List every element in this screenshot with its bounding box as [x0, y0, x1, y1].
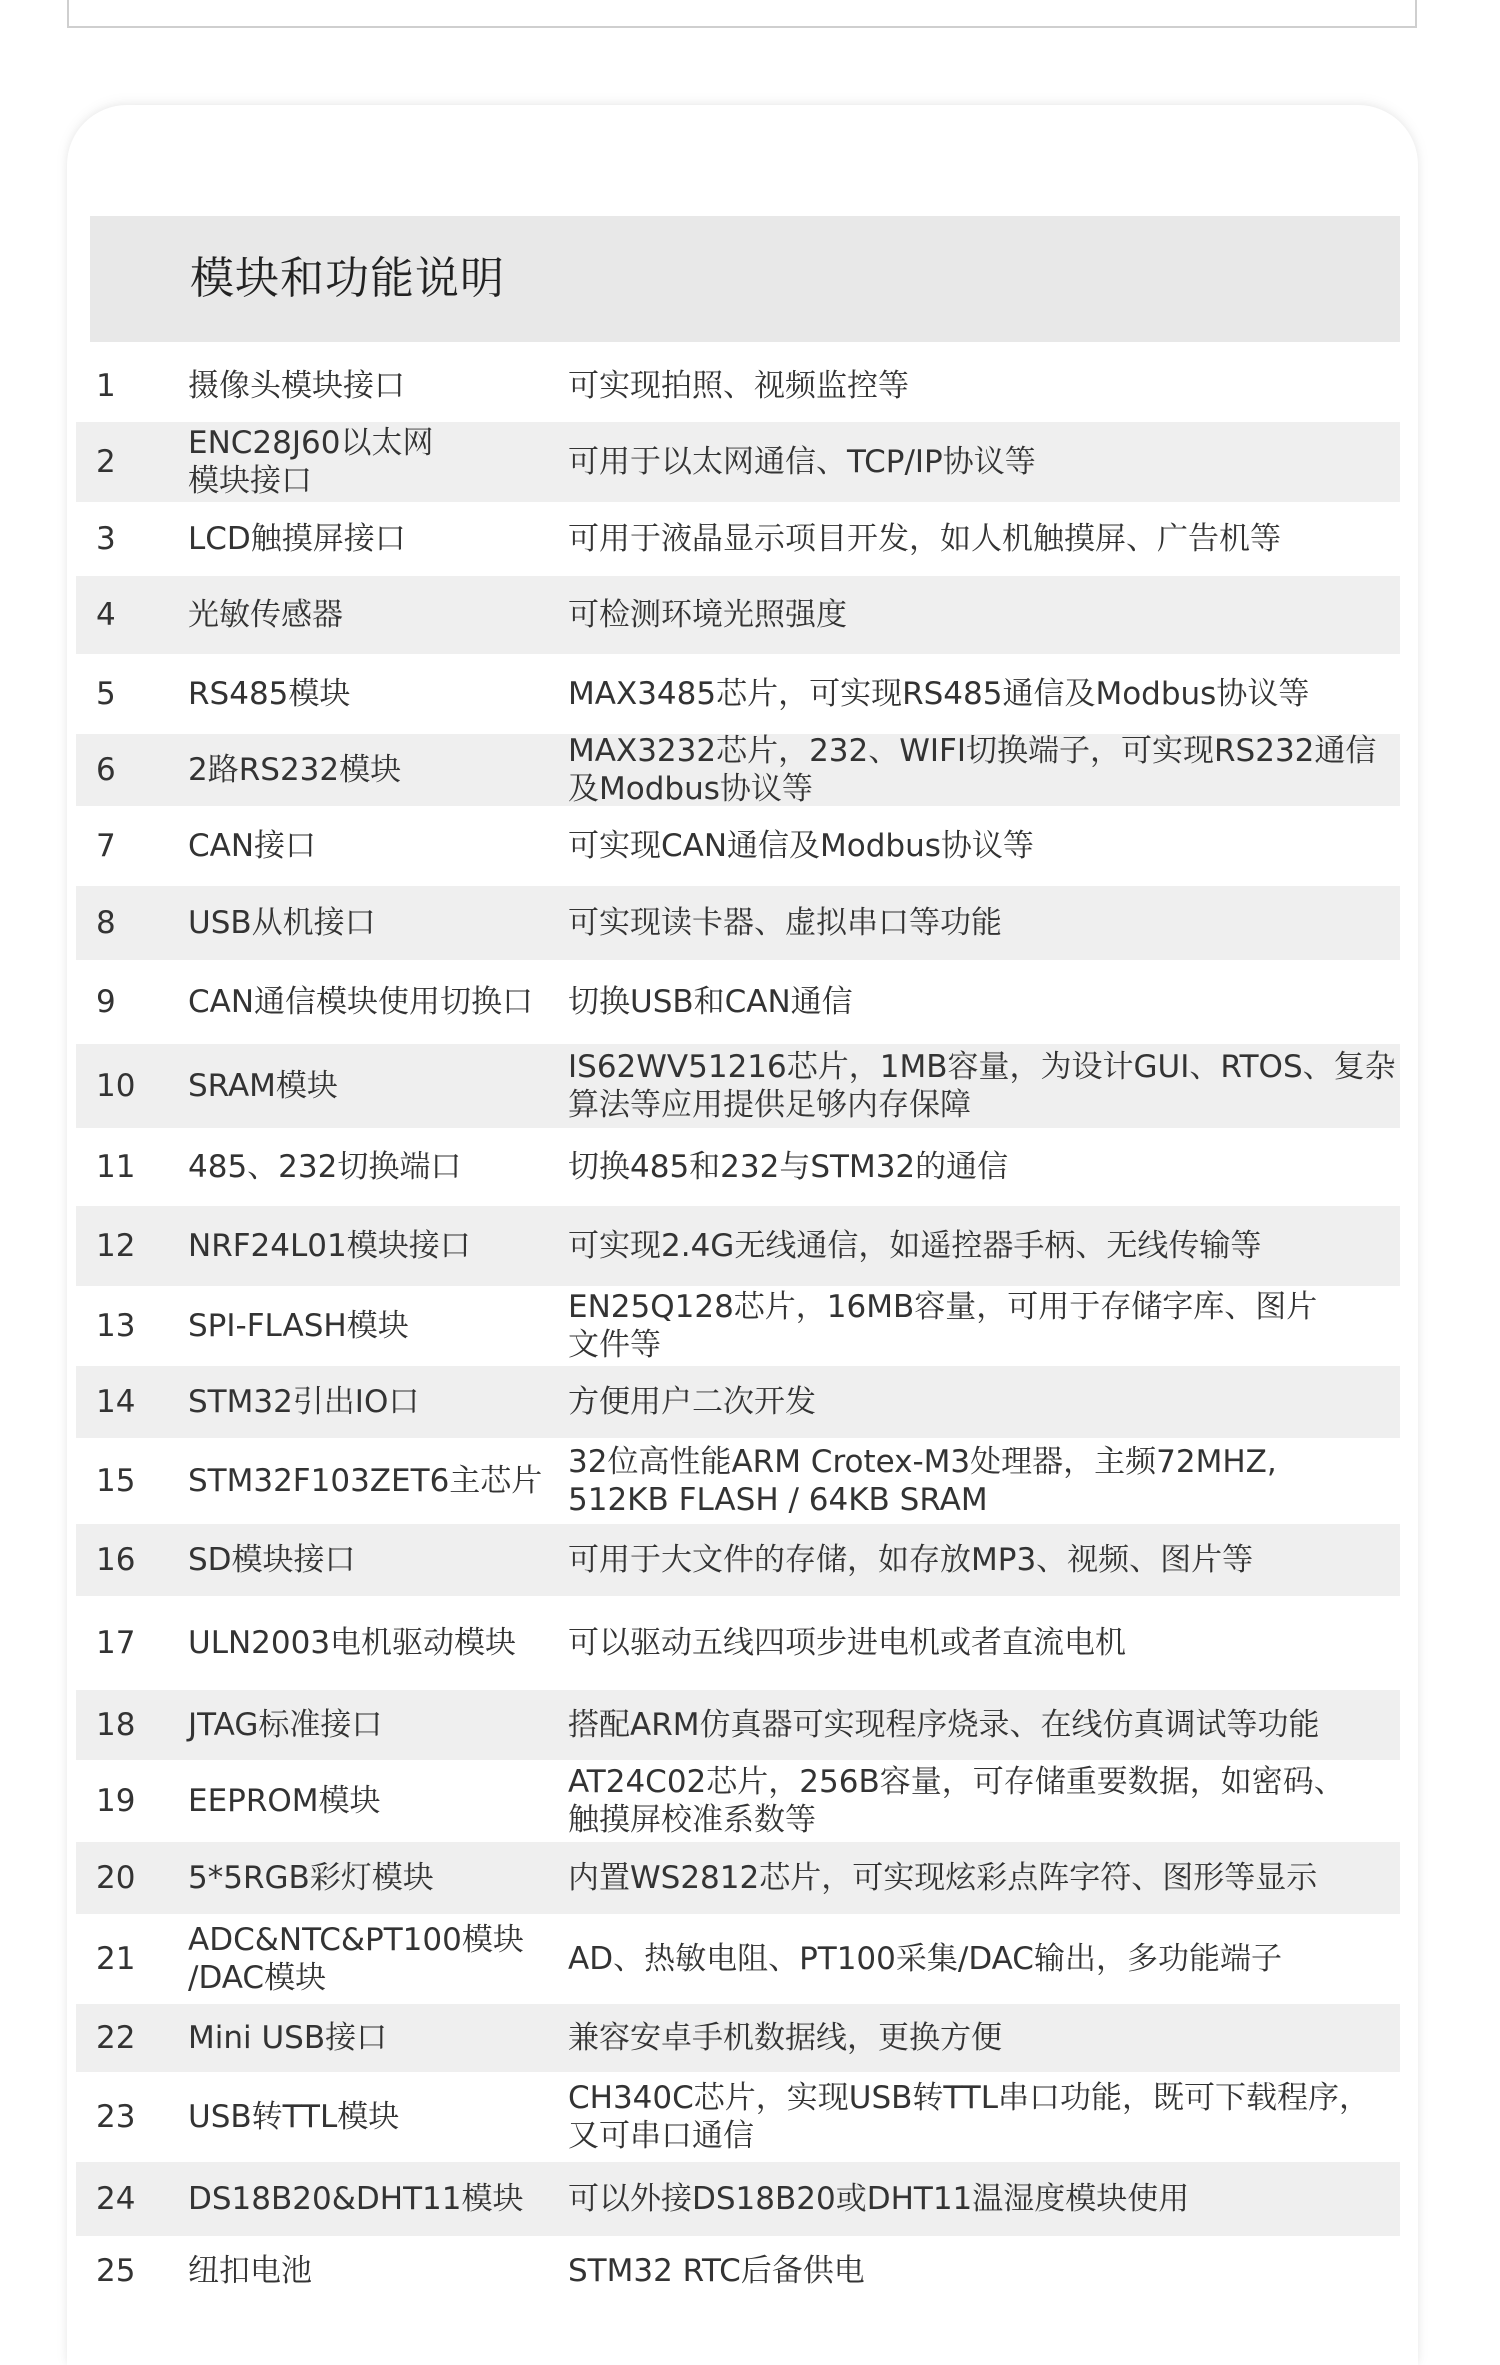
row-number-cell: [96, 1690, 166, 1760]
row-number: 5: [96, 676, 116, 712]
row-number: 23: [96, 2099, 136, 2135]
row-number-cell: [96, 1914, 166, 2004]
row-number: 13: [96, 1308, 136, 1344]
row-number: 21: [96, 1941, 136, 1977]
row-number: 8: [96, 905, 116, 941]
table-row: [76, 1286, 1400, 1366]
module-description-cell: [568, 2004, 1398, 2072]
module-description: 方便用户二次开发: [568, 1384, 816, 1420]
module-description: 32位高性能ARM Crotex-M3处理器，主频72MHZ, 512KB FLASH / 64KB SRAM: [568, 1444, 1277, 1518]
module-description-cell: [568, 502, 1398, 576]
row-number-cell: [96, 422, 166, 502]
module-name-cell: [188, 960, 568, 1044]
module-description-cell: [568, 422, 1398, 502]
module-description-cell: [568, 2162, 1398, 2236]
module-name-cell: [188, 1842, 568, 1914]
module-name: SPI-FLASH模块: [188, 1308, 409, 1344]
table-row: [76, 734, 1400, 806]
module-name-cell: [188, 886, 568, 960]
module-description-cell: [568, 734, 1398, 806]
row-number-cell: [96, 734, 166, 806]
module-name: 485、232切换端口: [188, 1149, 462, 1185]
table-row: [76, 806, 1400, 886]
table-row: [76, 1438, 1400, 1524]
row-number: 17: [96, 1625, 136, 1661]
row-number-cell: [96, 1044, 166, 1128]
table-row: [76, 502, 1400, 576]
table-header: [90, 216, 1400, 342]
row-number: 12: [96, 1228, 136, 1264]
module-name: EEPROM模块: [188, 1783, 381, 1819]
row-number-cell: [96, 2236, 166, 2306]
module-description-cell: [568, 886, 1398, 960]
module-name-cell: [188, 734, 568, 806]
module-description-cell: [568, 1524, 1398, 1596]
module-name-cell: [188, 502, 568, 576]
module-name-cell: [188, 1128, 568, 1206]
module-name: STM32引出IO口: [188, 1384, 420, 1420]
row-number-cell: [96, 576, 166, 654]
row-number: 20: [96, 1860, 136, 1896]
row-number: 25: [96, 2253, 136, 2289]
table-row: [76, 1524, 1400, 1596]
row-number-cell: [96, 2162, 166, 2236]
module-name-cell: [188, 1366, 568, 1438]
module-description-cell: [568, 1914, 1398, 2004]
module-description: AD、热敏电阻、PT100采集/DAC输出，多功能端子: [568, 1941, 1282, 1977]
table-row: [76, 576, 1400, 654]
row-number-cell: [96, 350, 166, 422]
module-name-cell: [188, 1044, 568, 1128]
module-description: STM32 RTC后备供电: [568, 2253, 865, 2289]
module-description: 可实现读卡器、虚拟串口等功能: [568, 905, 1002, 941]
table-row: [76, 422, 1400, 502]
module-description-cell: [568, 2236, 1398, 2306]
module-description: 可实现拍照、视频监控等: [568, 368, 909, 404]
module-name-cell: [188, 2004, 568, 2072]
module-description-cell: [568, 654, 1398, 734]
module-description-cell: [568, 1438, 1398, 1524]
module-name-cell: [188, 576, 568, 654]
row-number-cell: [96, 1842, 166, 1914]
table-row: [76, 960, 1400, 1044]
module-name: USB从机接口: [188, 905, 376, 941]
table-row: [76, 2072, 1400, 2162]
row-number-cell: [96, 1438, 166, 1524]
module-description: MAX3485芯片，可实现RS485通信及Modbus协议等: [568, 676, 1310, 712]
module-name-cell: [188, 1914, 568, 2004]
table-row: [76, 1842, 1400, 1914]
module-description-cell: [568, 1286, 1398, 1366]
row-number: 2: [96, 444, 116, 480]
module-name-cell: [188, 1438, 568, 1524]
row-number-cell: [96, 2072, 166, 2162]
row-number-cell: [96, 1366, 166, 1438]
module-name: JTAG标准接口: [188, 1707, 383, 1743]
module-table: [76, 350, 1400, 2306]
module-description: 可检测环境光照强度: [568, 597, 847, 633]
module-name: ENC28J60以太网 模块接口: [188, 425, 434, 499]
table-row: [76, 1760, 1400, 1842]
table-row: [76, 2162, 1400, 2236]
module-description-cell: [568, 1842, 1398, 1914]
module-description: 可用于大文件的存储，如存放MP3、视频、图片等: [568, 1542, 1254, 1578]
module-description: 内置WS2812芯片，可实现炫彩点阵字符、图形等显示: [568, 1860, 1318, 1896]
table-row: [76, 1044, 1400, 1128]
row-number: 19: [96, 1783, 136, 1819]
module-name-cell: [188, 1690, 568, 1760]
row-number-cell: [96, 1760, 166, 1842]
module-description: 切换485和232与STM32的通信: [568, 1149, 1009, 1185]
row-number-cell: [96, 654, 166, 734]
table-row: [76, 1128, 1400, 1206]
table-row: [76, 1206, 1400, 1286]
row-number: 11: [96, 1149, 136, 1185]
module-description-cell: [568, 1044, 1398, 1128]
table-row: [76, 654, 1400, 734]
module-name: 摄像头模块接口: [188, 368, 405, 404]
module-description: CH340C芯片，实现USB转TTL串口功能，既可下载程序， 又可串口通信: [568, 2080, 1371, 2154]
module-name-cell: [188, 2162, 568, 2236]
row-number: 22: [96, 2020, 136, 2056]
module-description: 可以驱动五线四项步进电机或者直流电机: [568, 1625, 1126, 1661]
module-name: RS485模块: [188, 676, 351, 712]
module-description: 可实现CAN通信及Modbus协议等: [568, 828, 1034, 864]
table-row: [76, 1596, 1400, 1690]
module-description: IS62WV51216芯片，1MB容量，为设计GUI、RTOS、复杂 算法等应用提供足够内存保障: [568, 1049, 1396, 1123]
row-number: 6: [96, 752, 116, 788]
module-description-cell: [568, 1596, 1398, 1690]
row-number: 18: [96, 1707, 136, 1743]
module-name: ULN2003电机驱动模块: [188, 1625, 517, 1661]
row-number-cell: [96, 886, 166, 960]
module-name: Mini USB接口: [188, 2020, 388, 2056]
module-name: 5*5RGB彩灯模块: [188, 1860, 434, 1896]
module-description-cell: [568, 1206, 1398, 1286]
module-name: DS18B20&DHT11模块: [188, 2181, 524, 2217]
table-title: 模块和功能说明: [190, 253, 505, 304]
module-name-cell: [188, 350, 568, 422]
row-number: 7: [96, 828, 116, 864]
row-number-cell: [96, 960, 166, 1044]
module-description: 兼容安卓手机数据线，更换方便: [568, 2020, 1002, 2056]
module-description-cell: [568, 1366, 1398, 1438]
row-number: 1: [96, 368, 116, 404]
module-name-cell: [188, 2236, 568, 2306]
module-description: 可实现2.4G无线通信，如遥控器手柄、无线传输等: [568, 1228, 1262, 1264]
table-row: [76, 350, 1400, 422]
row-number-cell: [96, 1596, 166, 1690]
module-description-cell: [568, 960, 1398, 1044]
row-number-cell: [96, 1286, 166, 1366]
module-description-cell: [568, 1690, 1398, 1760]
module-name: NRF24L01模块接口: [188, 1228, 471, 1264]
module-name-cell: [188, 1524, 568, 1596]
module-description: 切换USB和CAN通信: [568, 984, 853, 1020]
module-name: USB转TTL模块: [188, 2099, 400, 2135]
row-number: 10: [96, 1068, 136, 1104]
row-number: 15: [96, 1463, 136, 1499]
row-number-cell: [96, 806, 166, 886]
table-row: [76, 1366, 1400, 1438]
module-name: 光敏传感器: [188, 597, 343, 633]
table-row: [76, 886, 1400, 960]
module-name: CAN接口: [188, 828, 317, 864]
row-number: 14: [96, 1384, 136, 1420]
module-name-cell: [188, 1760, 568, 1842]
module-description-cell: [568, 1760, 1398, 1842]
module-description-cell: [568, 1128, 1398, 1206]
module-description: 可用于液晶显示项目开发，如人机触摸屏、广告机等: [568, 521, 1281, 557]
row-number: 3: [96, 521, 116, 557]
table-row: [76, 1690, 1400, 1760]
row-number-cell: [96, 2004, 166, 2072]
module-name: ADC&NTC&PT100模块 /DAC模块: [188, 1922, 524, 1996]
row-number: 24: [96, 2181, 136, 2217]
module-name: 纽扣电池: [188, 2253, 312, 2289]
module-description: 搭配ARM仿真器可实现程序烧录、在线仿真调试等功能: [568, 1707, 1320, 1743]
table-row: [76, 2004, 1400, 2072]
previous-section-frame: [67, 0, 1417, 28]
module-name-cell: [188, 654, 568, 734]
module-name-cell: [188, 1286, 568, 1366]
module-description: MAX3232芯片，232、WIFI切换端子，可实现RS232通信 及Modbus协议等: [568, 733, 1377, 807]
table-row: [76, 1914, 1400, 2004]
table-row: [76, 2236, 1400, 2306]
module-name: SRAM模块: [188, 1068, 338, 1104]
row-number-cell: [96, 1206, 166, 1286]
module-name-cell: [188, 2072, 568, 2162]
module-name: LCD触摸屏接口: [188, 521, 406, 557]
module-name: CAN通信模块使用切换口: [188, 984, 534, 1020]
module-description-cell: [568, 2072, 1398, 2162]
module-description: 可用于以太网通信、TCP/IP协议等: [568, 444, 1036, 480]
module-description-cell: [568, 806, 1398, 886]
module-description-cell: [568, 350, 1398, 422]
row-number-cell: [96, 1128, 166, 1206]
module-name: 2路RS232模块: [188, 752, 402, 788]
row-number: 4: [96, 597, 116, 633]
row-number: 16: [96, 1542, 136, 1578]
module-name-cell: [188, 422, 568, 502]
module-description: AT24C02芯片，256B容量，可存储重要数据，如密码、 触摸屏校准系数等: [568, 1764, 1345, 1838]
module-name: STM32F103ZET6主芯片: [188, 1463, 543, 1499]
module-name: SD模块接口: [188, 1542, 356, 1578]
module-description: EN25Q128芯片，16MB容量，可用于存储字库、图片 文件等: [568, 1289, 1318, 1363]
module-name-cell: [188, 806, 568, 886]
module-description: 可以外接DS18B20或DHT11温湿度模块使用: [568, 2181, 1190, 2217]
module-name-cell: [188, 1206, 568, 1286]
row-number: 9: [96, 984, 116, 1020]
row-number-cell: [96, 502, 166, 576]
module-name-cell: [188, 1596, 568, 1690]
module-description-cell: [568, 576, 1398, 654]
row-number-cell: [96, 1524, 166, 1596]
